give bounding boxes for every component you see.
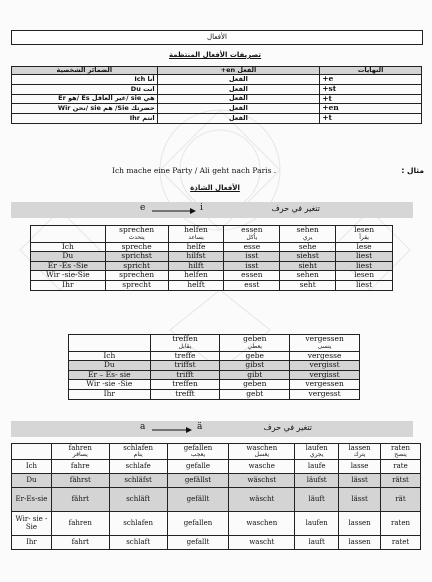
verb-cell: الفعل xyxy=(157,104,320,114)
verb-header-row xyxy=(12,444,421,460)
table-row: Ihr sprecht helft esst seht liest xyxy=(31,281,393,291)
table-row: Du sprichst hilfst isst siehst liest xyxy=(31,252,393,262)
verb-cell: الفعل xyxy=(157,94,320,104)
verb-header-sprechen: sprechen يتحدث xyxy=(105,226,168,243)
pronoun-cell: هي sie /غير العاقل Es /هو Er xyxy=(12,94,158,104)
table-row xyxy=(12,94,422,104)
table-row: Wir -sie -Sie treffen geben vergessen xyxy=(69,380,360,390)
verb-header-vergessen: vergessen ينسى xyxy=(290,335,360,352)
verb-cell: الفعل xyxy=(157,75,320,85)
vowel-from: e xyxy=(140,203,146,213)
table-row: Ich fahre schlafe gefalle wasche laufe lasse rate xyxy=(12,459,421,473)
table-row: Wir- sie -Sie fahren schlafen gefallen waschen laufen lassen raten xyxy=(12,511,421,535)
vowel-to-2: ä xyxy=(197,422,203,432)
ending-cell: +t xyxy=(320,94,422,104)
table-row: Ich treffe gebe vergesse xyxy=(69,351,360,361)
vowel-change-label: تتغير في حرف xyxy=(271,204,320,213)
regular-endings-table xyxy=(11,66,422,124)
example-text: Ich mache eine Party / Ali geht nach Paris . xyxy=(112,166,277,175)
header-endings: النهايات xyxy=(320,67,422,75)
irregular-e-i-table xyxy=(30,225,393,291)
header-pronouns: الضمائر الشخصية xyxy=(12,67,158,75)
verb-header-raten: raten ينصح xyxy=(381,444,421,460)
table-row: Ihr trefft gebt vergesst xyxy=(69,390,360,400)
header-verb: الفعل en+ xyxy=(157,67,320,75)
verb-header-laufen: laufen يجري xyxy=(295,444,339,460)
verb-header-helfen: helfen يساعد xyxy=(168,226,224,243)
pronoun-cell: حضرتك Sie/ هم sie /نحن Wir xyxy=(12,104,158,114)
arrow-right-icon xyxy=(152,426,192,434)
vowel-from-2: a xyxy=(140,422,146,432)
table-row xyxy=(12,113,422,123)
verb-header-waschen: waschen يغسل xyxy=(229,444,295,460)
ending-cell: +t xyxy=(320,113,422,123)
ending-cell: +e xyxy=(320,75,422,85)
verb-header-lesen: lesen يقرأ xyxy=(336,226,393,243)
document-title: الأفعال xyxy=(11,30,423,45)
verb-header-essen: essen يأكل xyxy=(224,226,280,243)
table-row: Wir -sie-Sie sprechen helfen essen sehen lesen xyxy=(31,271,393,281)
vowel-change-label-2: تتغير في حرف xyxy=(263,423,312,432)
pronoun-cell: انت Du xyxy=(12,85,158,95)
table-row xyxy=(12,75,422,85)
table-row xyxy=(12,104,422,114)
verb-cell: الفعل xyxy=(157,113,320,123)
verb-header-gefallen: gefallen يعجب xyxy=(167,444,229,460)
table-row: Er-Es-sie fährt schläft gefällt wäscht läuft lässt rät xyxy=(12,487,421,511)
verb-header-sehen: sehen يري xyxy=(280,226,336,243)
verb-header-row xyxy=(31,226,393,243)
table-row: Ich spreche helfe esse sehe lese xyxy=(31,242,393,252)
pronoun-cell: انتم Ihr xyxy=(12,113,158,123)
irregular-verbs-heading: الأفعال الشاذة xyxy=(190,184,240,192)
regular-verbs-heading: تصريفات الأفعال المنتظمة xyxy=(168,51,262,59)
example-label: مثال : xyxy=(401,166,424,175)
vowel-change-bar-a-ae xyxy=(11,421,413,437)
arrow-right-icon xyxy=(152,207,196,215)
verb-header-geben: geben يعطي xyxy=(220,335,290,352)
irregular-a-ae-table xyxy=(11,443,421,550)
verb-header-treffen: treffen يقابل xyxy=(150,335,220,352)
verb-header-fahren: fahren يسافر xyxy=(51,444,109,460)
table-row xyxy=(12,85,422,95)
table-row: Er – Es- sie trifft gibt vergisst xyxy=(69,370,360,380)
verb-cell: الفعل xyxy=(157,85,320,95)
ending-cell: +en xyxy=(320,104,422,114)
ending-cell: +st xyxy=(320,85,422,95)
table-row: Du triffst gibst vergisst xyxy=(69,361,360,371)
irregular-e-i-table-2 xyxy=(68,334,360,400)
table-row: Er -Es -Sie spricht hilft isst sieht liest xyxy=(31,261,393,271)
table-row: Du fährst schläfst gefällst wäschst läufst lässt rätst xyxy=(12,473,421,487)
verb-header-lassen: lassen يترك xyxy=(339,444,381,460)
verb-header-schlafen: schlafen ينام xyxy=(109,444,167,460)
vowel-change-bar-e-i xyxy=(11,202,413,218)
pronoun-cell: أنا Ich xyxy=(12,75,158,85)
table-row: Ihr fahrt schlaft gefallt wascht lauft lassen ratet xyxy=(12,535,421,549)
vowel-to: i xyxy=(200,203,203,213)
verb-header-row xyxy=(69,335,360,352)
